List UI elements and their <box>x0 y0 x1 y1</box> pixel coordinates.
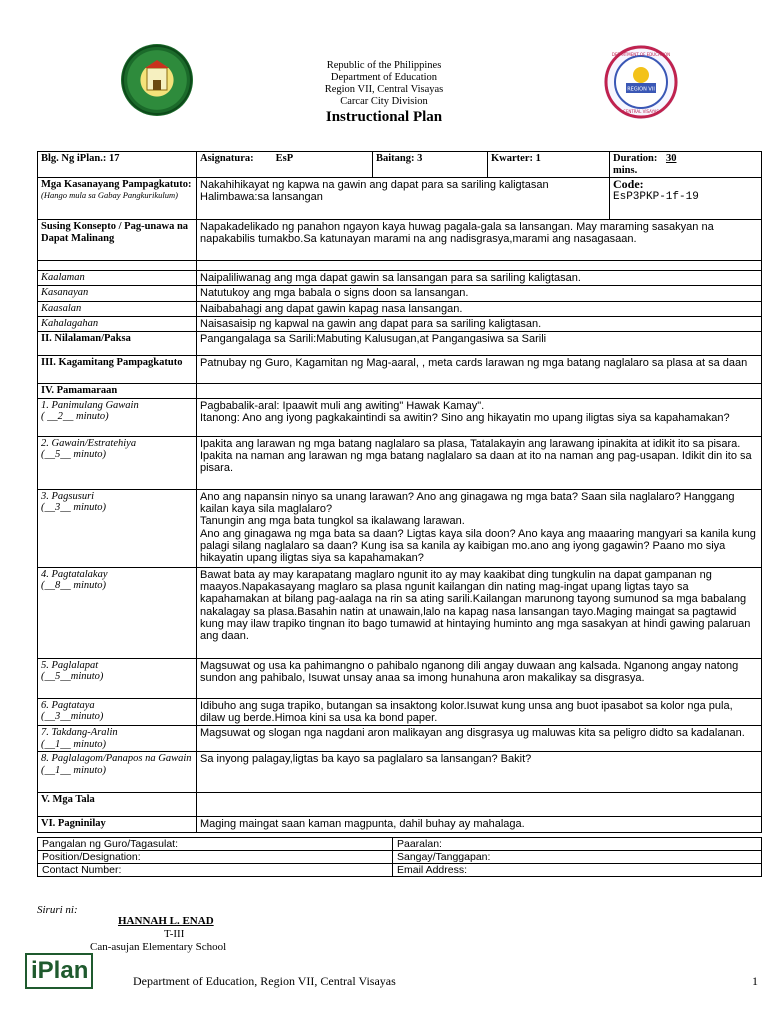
procedure-row <box>38 398 762 436</box>
procedure-text <box>197 489 762 567</box>
step-minutes: (__3__minuto) <box>41 711 104 723</box>
step-minutes: ( __2__ minuto) <box>41 411 109 423</box>
code-value: EsP3PKP-1f-19 <box>613 190 699 203</box>
procedure-line: Pagbabalik-aral: Ipaawit muli ang awiting" Hawak Kamay". <box>200 399 485 412</box>
subject-cell <box>197 152 373 178</box>
materials-label: III. Kagamitang Pampagkatuto <box>38 356 197 384</box>
teacher-info-table <box>37 837 762 877</box>
duration-label: Duration: <box>613 153 658 164</box>
procedure-text <box>197 726 762 752</box>
subject-label: Asignatura: <box>200 153 254 164</box>
header-republic: Republic of the Philippines <box>326 60 442 71</box>
reviewer-position: T-III <box>164 928 185 940</box>
contact-field: Contact Number: <box>38 864 393 877</box>
domain-text: Natutukoy ang mga babala o signs doon sa lansangan. <box>197 286 762 301</box>
spacer-row <box>38 261 762 271</box>
reflection-text: Maging maingat saan kaman magpunta, dahil buhay ay mahalaga. <box>197 817 762 833</box>
step-label: 8. Paglalagom/Panapos na Gawain <box>41 753 192 765</box>
procedure-step <box>38 436 197 489</box>
procedure-line: Ipakita na naman ang larawan ng mga batang naglalaro sa daan at ito na naman ang pag-usapan. Idikit din ito sa pisara. <box>200 449 752 475</box>
notes-label: V. Mga Tala <box>38 793 197 817</box>
procedure-line: Idibuho ang suga trapiko, butangan sa insaktong kolor.Isuwat kung unsa ang buot ipasabot sa kolor nga pula, dilaw ug berde.Himoa kini sa usa ka bond paper. <box>200 699 733 724</box>
domain-text: Naibabahagi ang dapat gawin kapag nasa lansangan. <box>197 301 762 316</box>
domain-row <box>38 271 762 286</box>
footer-text: Department of Education, Region VII, Central Visayas <box>133 974 396 988</box>
reviewer-name: HANNAH L. ENAD <box>118 915 214 927</box>
domain-row <box>38 316 762 331</box>
school-field: Paaralan: <box>393 838 762 851</box>
duration-cell <box>610 152 762 178</box>
step-minutes: (__1__ minuto) <box>41 738 107 750</box>
instructional-plan-table <box>37 151 762 833</box>
procedure-row <box>38 752 762 793</box>
procedure-text <box>197 436 762 489</box>
iplan-logo <box>25 953 93 989</box>
header-division: Carcar City Division <box>340 96 428 107</box>
domain-text: Naisasaisip ng kapwal na gawin ang dapat para sa sariling kaligtasan. <box>197 316 762 331</box>
procedure-text <box>197 398 762 436</box>
procedure-step <box>38 489 197 567</box>
notes-text <box>197 793 762 817</box>
procedure-line: Ano ang napansin ninyo sa unang larawan? Ano ang ginagawa ng mga bata? Saan sila naglalaro? Hanggang kailan kaya sila maglalaro? <box>200 490 735 515</box>
reflection-row <box>38 817 762 833</box>
header-deped: Department of Education <box>330 72 438 83</box>
page-number: 1 <box>752 974 758 988</box>
domain-label: Kaasalan <box>38 301 197 316</box>
teacher-name-field: Pangalan ng Guro/Tagasulat: <box>38 838 393 851</box>
step-label: 2. Gawain/Estratehiya <box>41 437 137 449</box>
competency-code-cell <box>610 178 762 220</box>
step-minutes: (__5__ minuto) <box>41 449 107 461</box>
procedure-row <box>38 698 762 726</box>
subject-value: EsP <box>275 153 294 164</box>
procedure-step <box>38 752 197 793</box>
procedure-step <box>38 698 197 726</box>
procedure-line: Itanong: Ano ang iyong pagkakaintindi sa awitin? Sino ang hikayatin mo upang iligtas siya sa kapahamakan? <box>200 411 730 424</box>
email-field: Email Address: <box>393 864 762 877</box>
page-title: Instructional Plan <box>325 109 443 125</box>
concept-row <box>38 220 762 261</box>
procedure-line: Magsuwat og slogan nga nagdani aron malikayan ang disgrasya ug maluwas kita sa peligro didto sa kadalanan. <box>200 727 745 740</box>
procedure-line: Magsuwat og usa ka pahimangno o pahibalo nganong dili angay duwaan ang kalsada. Nganong angay natong sundon ang pahibalo, Isuwat unsay anaa sa imong hunahuna aron makalikay sa disgrasya. <box>200 659 739 684</box>
logo-top-text: DEPARTMENT OF EDUCATION <box>611 52 671 57</box>
materials-text: Patnubay ng Guro, Kagamitan ng Mag-aaral, , meta cards larawan ng mga batang naglalaro sa plasa at sa daan <box>197 356 762 384</box>
reviewer-school: Can-asujan Elementary School <box>90 941 227 953</box>
domain-row <box>38 301 762 316</box>
competency-label-cell <box>38 178 197 220</box>
header-region: Region VII, Central Visayas <box>324 84 444 95</box>
step-label: 4. Pagtatalakay <box>41 568 108 580</box>
procedure-line: Sa inyong palagay,ligtas ba kayo sa paglalaro sa lansangan? Bakit? <box>200 753 532 766</box>
iplan-number: Blg. Ng iPlan.: 17 <box>38 152 197 178</box>
quarter: Kwarter: 1 <box>488 152 610 178</box>
procedure-step <box>38 567 197 658</box>
procedure-label: IV. Pamamaraan <box>38 384 197 399</box>
procedure-line: Ano ang ginagawa ng mga bata sa daan? Ligtas kaya sila doon? Ano kaya ang maaaring mangyari sa kanila kung palagi silang naglalaro sa daan? Kung isa sa kanila ay kaibigan mo.ano ang iyong gagawin? Paano mo siya hikayatin upang iligtas siya sa kapahamakan? <box>200 527 756 565</box>
logo-region-text: REGION VII <box>627 86 655 93</box>
step-label: 6. Pagtataya <box>41 699 95 711</box>
competency-text-cell <box>197 178 610 220</box>
position-field: Position/Designation: <box>38 851 393 864</box>
duration-unit: mins. <box>613 164 638 176</box>
content-row <box>38 332 762 356</box>
procedure-row <box>38 726 762 752</box>
iplan-logo-text: iPlan <box>31 957 89 984</box>
step-minutes: (__1__ minuto) <box>41 764 107 776</box>
competency-label: Mga Kasanayang Pampagkatuto: <box>41 179 192 190</box>
code-label: Code: <box>613 177 644 191</box>
reflection-label: VI. Pagninilay <box>38 817 197 833</box>
procedure-row <box>38 658 762 698</box>
step-minutes: (__5__minuto) <box>41 671 104 683</box>
procedure-line: Ipakita ang larawan ng mga batang naglalaro sa plasa, Tatalakayin ang larawang ipinakita at idikit ito sa pisara. <box>200 437 741 450</box>
step-minutes: (__8__ minuto) <box>41 580 107 592</box>
step-label: 7. Takdang-Aralin <box>41 727 118 739</box>
competency-example: Halimbawa:sa lansangan <box>200 191 323 204</box>
content-text: Pangangalaga sa Sarili:Mabuting Kalusugan,at Pangangasiwa sa Sarili <box>197 332 762 356</box>
notes-row <box>38 793 762 817</box>
procedure-text <box>197 752 762 793</box>
procedure-header-row <box>38 384 762 399</box>
procedure-text <box>197 567 762 658</box>
concept-text: Napakadelikado ng panahon ngayon kaya huwag pagala-gala sa lansangan. May maraming sasakyan na napakabilis tumakbo.Sa katunayan marami na ang nadisgrasya,marami ang nasagasaan. <box>197 220 762 261</box>
procedure-row <box>38 567 762 658</box>
grade-level: Baitang: 3 <box>373 152 488 178</box>
procedure-step <box>38 398 197 436</box>
procedure-step <box>38 658 197 698</box>
concept-label: Susing Konsepto / Pag-unawa na Dapat Malinang <box>38 220 197 261</box>
procedure-step <box>38 726 197 752</box>
step-minutes: (__3__ minuto) <box>41 502 107 514</box>
domain-label: Kaalaman <box>38 271 197 286</box>
competency-row <box>38 178 762 220</box>
procedure-text <box>197 658 762 698</box>
procedure-row <box>38 489 762 567</box>
materials-row <box>38 356 762 384</box>
content-label: II. Nilalaman/Paksa <box>38 332 197 356</box>
deped-region-seal-logo <box>604 45 678 119</box>
domain-label: Kahalagahan <box>38 316 197 331</box>
division-field: Sangay/Tanggapan: <box>393 851 762 864</box>
competency-note: (Hango mula sa Gabay Pangkurikulum) <box>41 189 178 200</box>
step-label: 3. Pagsusuri <box>41 490 95 502</box>
step-label: 1. Panimulang Gawain <box>41 399 139 411</box>
domain-label: Kasanayan <box>38 286 197 301</box>
info-row <box>38 152 762 178</box>
logo-bottom-text: CENTRAL VISAYAS <box>623 109 659 114</box>
procedure-row <box>38 436 762 489</box>
duration-value: 30 <box>665 153 677 164</box>
step-label: 5. Paglalapat <box>41 659 99 671</box>
domain-row <box>38 286 762 301</box>
procedure-line: Tanungin ang mga bata tungkol sa ikalawang larawan. <box>200 515 465 528</box>
procedure-text <box>197 698 762 726</box>
competency-text: Nakahihikayat ng kapwa na gawin ang dapat para sa sariling kaligtasan <box>200 179 549 191</box>
domain-text: Naipaliliwanag ang mga dapat gawin sa lansangan para sa sariling kaligtasan. <box>197 271 762 286</box>
procedure-line: Bawat bata ay may karapatang maglaro ngunit ito ay may kaakibat ding tungkulin na dapat gampanan ng maayos.Napakasayang maglaro sa plasa ngunit kailangan din nating mag-ingat upang ligtas tayo sa kapahamakan at bilang pag-aalaga na rin sa ating sarili.Kailangan marunong tayong sumunod sa mga babalang nakalagay sa plasa.Basahin natin at unawain,lalo na kapag nasa lansangan tayo.Maging maingat sa pagtawid kung may ilaw trapiko tingnan ito bago tumawid at hintaying huminto ang mga sasakyan at hindi gawing palaruan ang daan. <box>200 568 751 643</box>
reviewed-by-label: Siruri ni: <box>37 904 78 916</box>
